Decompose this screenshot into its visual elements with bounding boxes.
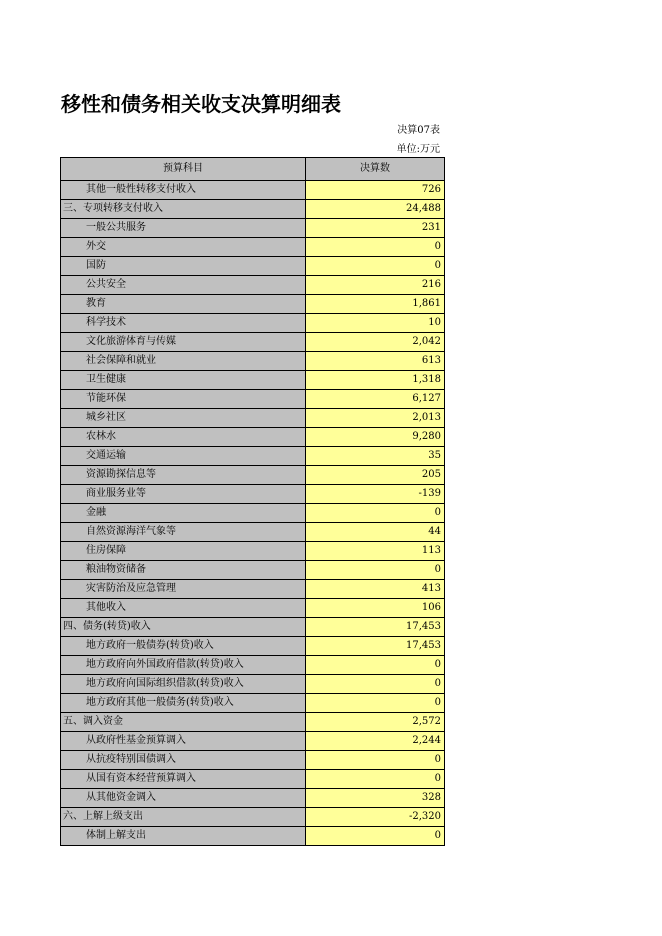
row-subject-cell[interactable]: 四、债务(转贷)收入 bbox=[61, 618, 306, 637]
header-subject[interactable]: 预算科目 bbox=[61, 158, 306, 181]
row-subject-cell[interactable]: 粮油物资储备 bbox=[61, 561, 306, 580]
row-amount-cell[interactable]: 0 bbox=[306, 675, 445, 694]
row-subject-cell[interactable]: 资源勘探信息等 bbox=[61, 466, 306, 485]
row-subject-cell[interactable]: 三、专项转移支付收入 bbox=[61, 200, 306, 219]
row-subject-cell[interactable]: 外交 bbox=[61, 238, 306, 257]
row-subject-cell[interactable]: 体制上解支出 bbox=[61, 827, 306, 846]
row-subject-cell[interactable]: 一般公共服务 bbox=[61, 219, 306, 238]
table-row bbox=[61, 599, 445, 618]
table-row bbox=[61, 409, 445, 428]
table-row bbox=[61, 314, 445, 333]
row-subject-cell[interactable]: 地方政府向国际组织借款(转贷)收入 bbox=[61, 675, 306, 694]
row-amount-cell[interactable]: 0 bbox=[306, 827, 445, 846]
row-amount-cell[interactable]: 0 bbox=[306, 751, 445, 770]
budget-table bbox=[60, 157, 445, 846]
header-amount[interactable]: 决算数 bbox=[306, 158, 445, 181]
row-amount-cell[interactable]: 231 bbox=[306, 219, 445, 238]
row-amount-cell[interactable]: 0 bbox=[306, 694, 445, 713]
table-row bbox=[61, 789, 445, 808]
row-subject-cell[interactable]: 六、上解上级支出 bbox=[61, 808, 306, 827]
table-row bbox=[61, 751, 445, 770]
row-amount-cell[interactable]: 1,861 bbox=[306, 295, 445, 314]
table-row bbox=[61, 447, 445, 466]
row-amount-cell[interactable]: 0 bbox=[306, 238, 445, 257]
row-amount-cell[interactable]: 0 bbox=[306, 770, 445, 789]
table-row bbox=[61, 390, 445, 409]
row-subject-cell[interactable]: 从政府性基金预算调入 bbox=[61, 732, 306, 751]
table-row bbox=[61, 333, 445, 352]
row-amount-cell[interactable]: 24,488 bbox=[306, 200, 445, 219]
table-row bbox=[61, 371, 445, 390]
row-amount-cell[interactable]: 17,453 bbox=[306, 618, 445, 637]
row-amount-cell[interactable]: 0 bbox=[306, 561, 445, 580]
row-amount-cell[interactable]: 10 bbox=[306, 314, 445, 333]
table-row bbox=[61, 542, 445, 561]
table-body bbox=[61, 181, 445, 846]
row-amount-cell[interactable]: -2,320 bbox=[306, 808, 445, 827]
row-subject-cell[interactable]: 农林水 bbox=[61, 428, 306, 447]
row-subject-cell[interactable]: 文化旅游体育与传媒 bbox=[61, 333, 306, 352]
row-subject-cell[interactable]: 其他一般性转移支付收入 bbox=[61, 181, 306, 200]
row-amount-cell[interactable]: 328 bbox=[306, 789, 445, 808]
row-amount-cell[interactable]: 6,127 bbox=[306, 390, 445, 409]
row-subject-cell[interactable]: 社会保障和就业 bbox=[61, 352, 306, 371]
row-subject-cell[interactable]: 灾害防治及应急管理 bbox=[61, 580, 306, 599]
table-row bbox=[61, 200, 445, 219]
table-row bbox=[61, 295, 445, 314]
table-row bbox=[61, 808, 445, 827]
row-subject-cell[interactable]: 公共安全 bbox=[61, 276, 306, 295]
unit-label: 单位:万元 bbox=[396, 144, 440, 155]
table-row bbox=[61, 238, 445, 257]
row-amount-cell[interactable]: 205 bbox=[306, 466, 445, 485]
row-amount-cell[interactable]: 2,244 bbox=[306, 732, 445, 751]
table-row bbox=[61, 428, 445, 447]
row-subject-cell[interactable]: 从其他资金调入 bbox=[61, 789, 306, 808]
row-subject-cell[interactable]: 商业服务业等 bbox=[61, 485, 306, 504]
row-subject-cell[interactable]: 教育 bbox=[61, 295, 306, 314]
table-code: 决算07表 bbox=[397, 125, 440, 136]
table-row bbox=[61, 713, 445, 732]
table-row bbox=[61, 257, 445, 276]
table-row bbox=[61, 181, 445, 200]
row-subject-cell[interactable]: 金融 bbox=[61, 504, 306, 523]
row-subject-cell[interactable]: 自然资源海洋气象等 bbox=[61, 523, 306, 542]
row-amount-cell[interactable]: 0 bbox=[306, 504, 445, 523]
table-row bbox=[61, 618, 445, 637]
row-amount-cell[interactable]: 44 bbox=[306, 523, 445, 542]
row-subject-cell[interactable]: 国防 bbox=[61, 257, 306, 276]
row-subject-cell[interactable]: 地方政府一般债券(转贷)收入 bbox=[61, 637, 306, 656]
row-subject-cell[interactable]: 卫生健康 bbox=[61, 371, 306, 390]
table-row bbox=[61, 466, 445, 485]
row-amount-cell[interactable]: 17,453 bbox=[306, 637, 445, 656]
table-row bbox=[61, 732, 445, 751]
row-amount-cell[interactable]: 413 bbox=[306, 580, 445, 599]
table-row bbox=[61, 637, 445, 656]
row-subject-cell[interactable]: 城乡社区 bbox=[61, 409, 306, 428]
row-subject-cell[interactable]: 地方政府向外国政府借款(转贷)收入 bbox=[61, 656, 306, 675]
row-amount-cell[interactable]: 9,280 bbox=[306, 428, 445, 447]
table-row bbox=[61, 504, 445, 523]
row-amount-cell[interactable]: 216 bbox=[306, 276, 445, 295]
table-row bbox=[61, 561, 445, 580]
row-amount-cell[interactable]: 2,042 bbox=[306, 333, 445, 352]
row-amount-cell[interactable]: 726 bbox=[306, 181, 445, 200]
table-row bbox=[61, 694, 445, 713]
row-subject-cell[interactable]: 其他收入 bbox=[61, 599, 306, 618]
row-amount-cell[interactable]: 613 bbox=[306, 352, 445, 371]
row-amount-cell[interactable]: 113 bbox=[306, 542, 445, 561]
row-amount-cell[interactable]: 2,013 bbox=[306, 409, 445, 428]
row-subject-cell[interactable]: 五、调入资金 bbox=[61, 713, 306, 732]
row-subject-cell[interactable]: 科学技术 bbox=[61, 314, 306, 333]
row-subject-cell[interactable]: 住房保障 bbox=[61, 542, 306, 561]
page-title: 移性和债务相关收支决算明细表 bbox=[61, 92, 341, 116]
row-subject-cell[interactable]: 交通运输 bbox=[61, 447, 306, 466]
row-subject-cell[interactable]: 节能环保 bbox=[61, 390, 306, 409]
row-amount-cell[interactable]: 0 bbox=[306, 257, 445, 276]
table-row bbox=[61, 770, 445, 789]
table-row bbox=[61, 656, 445, 675]
table-row bbox=[61, 352, 445, 371]
row-subject-cell[interactable]: 从抗疫特别国债调入 bbox=[61, 751, 306, 770]
table-header-row bbox=[61, 158, 445, 181]
row-amount-cell[interactable]: 2,572 bbox=[306, 713, 445, 732]
row-amount-cell[interactable]: -139 bbox=[306, 485, 445, 504]
row-subject-cell[interactable]: 从国有资本经营预算调入 bbox=[61, 770, 306, 789]
row-subject-cell[interactable]: 地方政府其他一般债务(转贷)收入 bbox=[61, 694, 306, 713]
table-row bbox=[61, 827, 445, 846]
table-row bbox=[61, 580, 445, 599]
table-row bbox=[61, 523, 445, 542]
row-amount-cell[interactable]: 106 bbox=[306, 599, 445, 618]
row-amount-cell[interactable]: 1,318 bbox=[306, 371, 445, 390]
row-amount-cell[interactable]: 35 bbox=[306, 447, 445, 466]
row-amount-cell[interactable]: 0 bbox=[306, 656, 445, 675]
table-row bbox=[61, 276, 445, 295]
table-row bbox=[61, 485, 445, 504]
table-row bbox=[61, 219, 445, 238]
table-row bbox=[61, 675, 445, 694]
